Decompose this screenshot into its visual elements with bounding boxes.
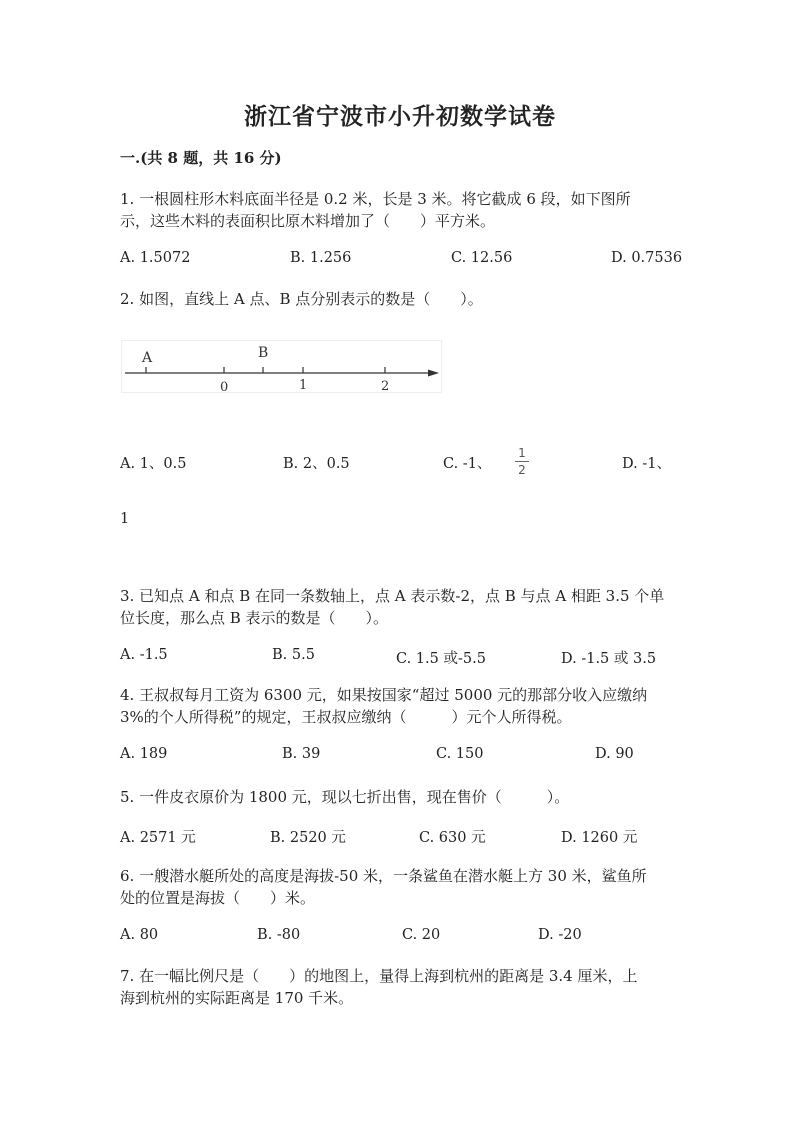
question-6-line-1: 6. 一艘潜水艇所处的高度是海拔-50 米，一条鲨鱼在潜水艇上方 30 米，鲨鱼所 [120, 867, 647, 885]
question-4-line-2: 3%的个人所得税”的规定，王叔叔应缴纳（ ）元个人所得税。 [120, 708, 572, 726]
question-1-line-2: 示，这些木料的表面积比原木料增加了（ ）平方米。 [120, 212, 496, 230]
question-3-option-a: A. -1.5 [120, 647, 168, 663]
question-2-option-b: B. 2、0.5 [283, 456, 350, 472]
question-4-option-a: A. 189 [120, 746, 168, 762]
question-3-option-b: B. 5.5 [272, 647, 315, 663]
fraction-bar [515, 461, 529, 462]
question-6-option-d: D. -20 [538, 927, 582, 943]
question-4-option-d: D. 90 [595, 746, 634, 762]
question-3-option-c: C. 1.5 或-5.5 [396, 651, 486, 667]
question-4-option-b: B. 39 [282, 746, 321, 762]
question-5-line-1: 5. 一件皮衣原价为 1800 元，现以七折出售，现在售价（ ）。 [120, 788, 570, 806]
question-2-option-d: D. -1、 [622, 456, 671, 472]
question-4-line-1: 4. 王叔叔每月工资为 6300 元，如果按国家“超过 5000 元的那部分收入应缴纳 [120, 686, 648, 704]
question-1-option-a: A. 1.5072 [120, 250, 191, 266]
question-2-option-c-fraction [514, 446, 530, 477]
tick-label-0: 0 [220, 380, 229, 395]
question-1-option-d: D. 0.7536 [611, 250, 683, 266]
question-1-line-1: 1. 一根圆柱形木料底面半径是 0.2 米，长是 3 米。将它截成 6 段，如下图所 [120, 190, 631, 208]
question-6-line-2: 处的位置是海拔（ ）米。 [120, 889, 316, 907]
label-b: B [258, 345, 269, 361]
question-7-line-1: 7. 在一幅比例尺是（ ）的地图上，量得上海到杭州的距离是 3.4 厘米，上 [120, 967, 638, 985]
question-5-option-a: A. 2571 元 [120, 830, 196, 846]
question-1-option-c: C. 12.56 [451, 250, 513, 266]
page-title: 浙江省宁波市小升初数学试卷 [244, 103, 556, 130]
question-2-option-a: A. 1、0.5 [120, 456, 187, 472]
fraction-numerator: 1 [518, 446, 526, 460]
question-5-option-d: D. 1260 元 [561, 830, 638, 846]
question-6-option-b: B. -80 [257, 927, 301, 943]
tick-label-2: 2 [381, 379, 390, 394]
question-5-option-c: C. 630 元 [419, 830, 486, 846]
question-4-option-c: C. 150 [436, 746, 484, 762]
question-5-option-b: B. 2520 元 [270, 830, 346, 846]
question-2-line-1: 2. 如图，直线上 A 点、B 点分别表示的数是（ ）。 [120, 290, 483, 308]
label-a: A [142, 350, 153, 366]
number-line-arrow [428, 370, 439, 377]
question-2-option-c: C. -1、 [443, 456, 492, 472]
number-line-figure [121, 340, 443, 396]
question-6-option-a: A. 80 [120, 927, 159, 943]
section-heading: 一.(共 8 题，共 16 分) [120, 149, 282, 167]
question-7-line-2: 海到杭州的实际距离是 170 千米。 [120, 989, 354, 1007]
question-3-line-2: 位长度，那么点 B 表示的数是（ ）。 [120, 609, 389, 627]
question-6-option-c: C. 20 [402, 927, 441, 943]
fraction-denominator: 2 [518, 463, 526, 477]
question-3-line-1: 3. 已知点 A 和点 B 在同一条数轴上，点 A 表示数-2，点 B 与点 A 相距 3.5 个单 [120, 587, 665, 605]
question-1-option-b: B. 1.256 [290, 250, 352, 266]
tick-label-1: 1 [299, 378, 308, 393]
question-3-option-d: D. -1.5 或 3.5 [561, 651, 657, 667]
question-2-option-d-wrap: 1 [120, 511, 130, 527]
